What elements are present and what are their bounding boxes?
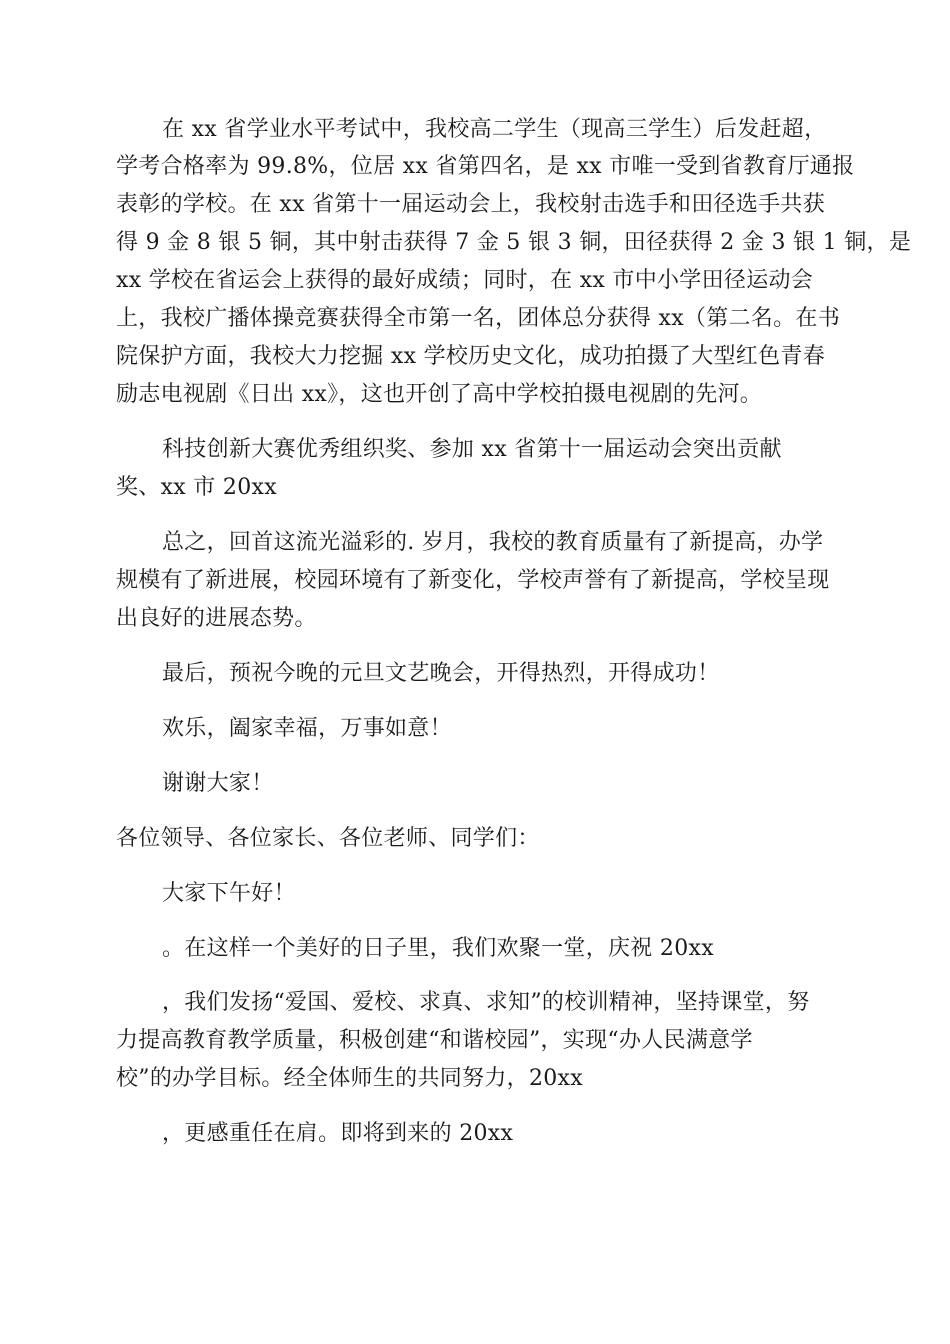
paragraph-line: 奖、xx 市 20xx bbox=[116, 475, 277, 500]
paragraph-line: 校”的办学目标。经全体师生的共同努力，20xx bbox=[116, 1066, 583, 1091]
paragraph-line: 学考合格率为 99.8%，位居 xx 省第四名，是 xx 市唯一受到省教育厅通报 bbox=[116, 154, 855, 179]
paragraph-line: 院保护方面，我校大力挖掘 xx 学校历史文化，成功拍摄了大型红色青春 bbox=[116, 344, 826, 369]
paragraph-line: 出良好的进展态势。 bbox=[116, 606, 317, 631]
paragraph-line: ，我们发扬“爱国、爱校、求真、求知”的校训精神，坚持课堂，努 bbox=[162, 990, 810, 1015]
paragraph-line: 谢谢大家！ bbox=[162, 771, 274, 796]
paragraph-line: 上，我校广播体操竞赛获得全市第一名，团体总分获得 xx（第二名。在书 bbox=[116, 306, 841, 331]
paragraph-line: ，更感重任在肩。即将到来的 20xx bbox=[162, 1121, 514, 1146]
paragraph-line: 得 9 金 8 银 5 铜，其中射击获得 7 金 5 银 3 铜，田径获得 2 金 3 银 1 铜，是 bbox=[116, 230, 912, 255]
salutation-line: 各位领导、各位家长、各位老师、同学们： bbox=[116, 826, 540, 851]
paragraph-line: 最后，预祝今晚的元旦文艺晚会，开得热烈，开得成功！ bbox=[162, 661, 720, 686]
paragraph-line: 总之，回首这流光溢彩的. 岁月，我校的教育质量有了新提高，办学 bbox=[162, 530, 824, 555]
paragraph-line: 在 xx 省学业水平考试中，我校高二学生（现高三学生）后发赶超， bbox=[162, 117, 827, 142]
paragraph-line: xx 学校在省运会上获得的最好成绩；同时，在 xx 市中小学田径运动会 bbox=[116, 268, 814, 293]
greeting-line: 大家下午好！ bbox=[162, 881, 296, 906]
paragraph-line: 表彰的学校。在 xx 省第十一届运动会上，我校射击选手和田径选手共获 bbox=[116, 192, 826, 217]
paragraph-line: 。在这样一个美好的日子里，我们欢聚一堂，庆祝 20xx bbox=[162, 936, 714, 961]
paragraph-line: 规模有了新进展，校园环境有了新变化，学校声誉有了新提高，学校呈现 bbox=[116, 568, 830, 593]
paragraph-line: 励志电视剧《日出 xx》，这也开创了高中学校拍摄电视剧的先河。 bbox=[116, 382, 763, 407]
paragraph-line: 欢乐，阖家幸福，万事如意！ bbox=[162, 716, 452, 741]
paragraph-line: 力提高教育教学质量，积极创建“和谐校园”，实现“办人民满意学 bbox=[116, 1028, 753, 1053]
paragraph-line: 科技创新大赛优秀组织奖、参加 xx 省第十一届运动会突出贡献 bbox=[162, 437, 782, 462]
